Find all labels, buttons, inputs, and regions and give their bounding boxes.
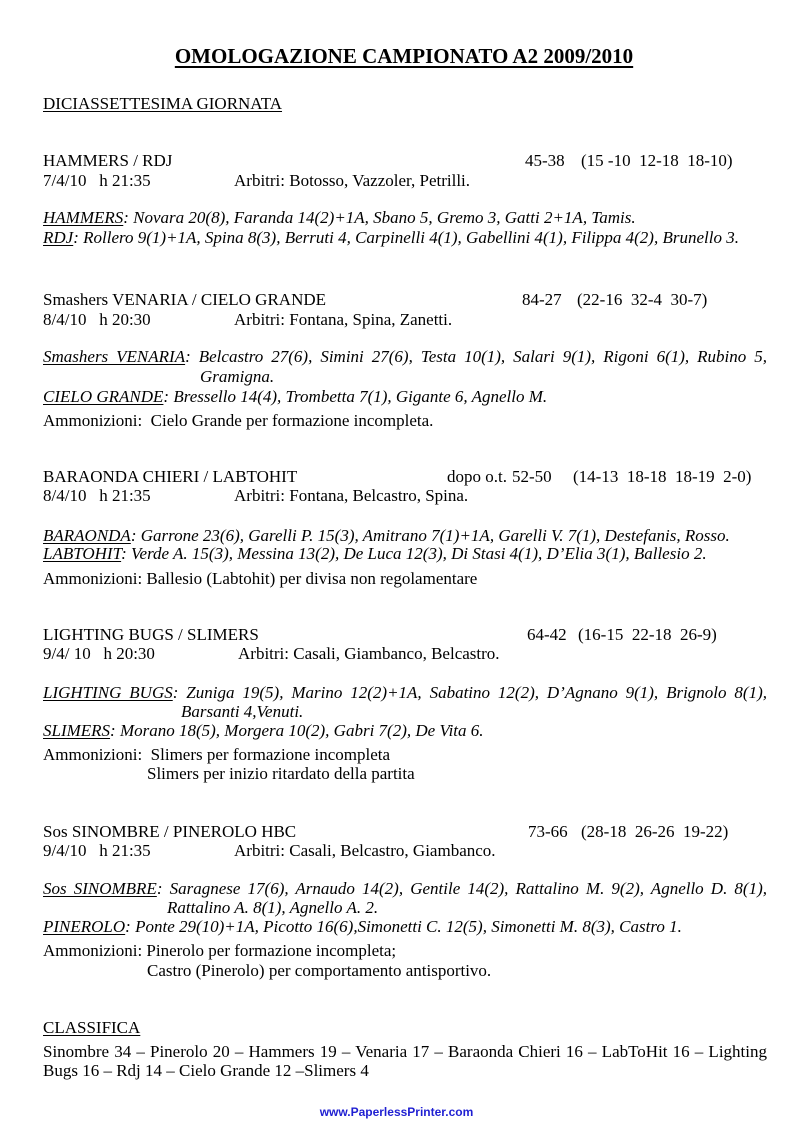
match-datetime: 9/4/10 h 21:35: [43, 841, 151, 860]
match-datetime: 8/4/10 h 20:30: [43, 310, 151, 329]
round-heading: DICIASSETTESIMA GIORNATA: [43, 94, 283, 113]
scorers-list: : Rollero 9(1)+1A, Spina 8(3), Berruti 4, Carpinelli 4(1), Gabellini 4(1), Filippa 4(2), Brunello 3.: [73, 228, 739, 247]
final-score: 45-38: [525, 151, 565, 170]
scorers-line: [43, 683, 767, 703]
final-score: 84-27: [522, 290, 562, 309]
scorers-line: [43, 347, 767, 367]
warnings-label: Ammonizioni:: [43, 569, 143, 588]
scorers-line: [43, 526, 730, 546]
team-name: Sos SINOMBRE: [43, 879, 157, 898]
warning-item: Ballesio (Labtohit) per divisa non regolamentare: [146, 569, 478, 588]
standings-heading: CLASSIFICA: [43, 1018, 141, 1037]
warning-item: Castro (Pinerolo) per comportamento antisportivo.: [147, 961, 492, 980]
scorers-list: : Bressello 14(4), Trombetta 7(1), Gigante 6, Agnello M.: [163, 387, 548, 406]
footer-link[interactable]: www.PaperlessPrinter.com: [319, 1105, 474, 1119]
team-name: SLIMERS: [43, 721, 111, 740]
warning-item: Pinerolo per formazione incompleta;: [146, 941, 397, 960]
scorers-list: : Morano 18(5), Morgera 10(2), Gabri 7(2), De Vita 6.: [110, 721, 484, 740]
warning-item: Cielo Grande per formazione incompleta.: [150, 411, 434, 430]
final-score: 52-50: [512, 467, 552, 486]
scorers-list: : Garrone 23(6), Garelli P. 15(3), Amitrano 7(1)+1A, Garelli V. 7(1), Destefanis, Rosso.: [130, 526, 730, 545]
referees: Arbitri: Botosso, Vazzoler, Petrilli.: [234, 171, 471, 190]
scorers-list: : Ponte 29(10)+1A, Picotto 16(6),Simonetti C. 12(5), Simonetti M. 8(3), Castro 1.: [125, 917, 682, 936]
final-score: 64-42: [527, 625, 567, 644]
warnings-label: Ammonizioni:: [43, 941, 143, 960]
scorers-line: [43, 879, 767, 899]
standings-line: Sinombre 34 – Pinerolo 20 – Hammers 19 – Venaria 17 – Baraonda Chieri 16 – LabToHit 16 – Lighting: [43, 1042, 767, 1061]
scorers-list: : Novara 20(8), Faranda 14(2)+1A, Sbano 5, Gremo 3, Gatti 2+1A, Tamis.: [123, 208, 636, 227]
referees: Arbitri: Casali, Giambanco, Belcastro.: [238, 644, 500, 663]
referees: Arbitri: Casali, Belcastro, Giambanco.: [234, 841, 496, 860]
warnings-line: [43, 745, 390, 765]
scorers-line: [43, 917, 682, 937]
scorers-continuation: Gramigna.: [200, 367, 275, 386]
referees: Arbitri: Fontana, Spina, Zanetti.: [234, 310, 453, 329]
warnings-line: [43, 569, 477, 589]
period-scores: (15 -10 12-18 18-10): [581, 151, 733, 170]
match-title: BARAONDA CHIERI / LABTOHIT: [43, 467, 298, 486]
match-title: HAMMERS / RDJ: [43, 151, 173, 170]
team-name: LIGHTING BUGS: [43, 683, 173, 702]
team-name: LABTOHIT: [43, 544, 122, 563]
team-name: RDJ: [43, 228, 74, 247]
period-scores: (14-13 18-18 18-19 2-0): [573, 467, 752, 486]
team-name: BARAONDA: [43, 526, 131, 545]
match-datetime: 9/4/ 10 h 20:30: [43, 644, 155, 663]
scorers-list: : Zuniga 19(5), Marino 12(2)+1A, Sabatino 12(2), D’Agnano 9(1), Brignolo 8(1),: [172, 683, 767, 702]
period-scores: (28-18 26-26 19-22): [581, 822, 729, 841]
warnings-line: [43, 411, 433, 431]
scorers-line: [43, 208, 636, 228]
document-title: OMOLOGAZIONE CAMPIONATO A2 2009/2010: [174, 44, 634, 68]
scorers-list: : Verde A. 15(3), Messina 13(2), De Luca 12(3), Di Stasi 4(1), D’Elia 3(1), Ballesio 2.: [121, 544, 707, 563]
overtime-note: dopo o.t.: [447, 467, 507, 486]
warnings-label: Ammonizioni:: [43, 411, 143, 430]
period-scores: (22-16 32-4 30-7): [577, 290, 708, 309]
standings-line: Bugs 16 – Rdj 14 – Cielo Grande 12 –Slimers 4: [43, 1061, 369, 1080]
team-name: Smashers VENARIA: [43, 347, 186, 366]
team-name: CIELO GRANDE: [43, 387, 164, 406]
match-datetime: 7/4/10 h 21:35: [43, 171, 151, 190]
period-scores: (16-15 22-18 26-9): [578, 625, 717, 644]
scorers-list: : Saragnese 17(6), Arnaudo 14(2), Gentile 14(2), Rattalino M. 9(2), Agnello D. 8(1),: [156, 879, 767, 898]
match-datetime: 8/4/10 h 21:35: [43, 486, 151, 505]
match-title: Smashers VENARIA / CIELO GRANDE: [43, 290, 327, 309]
scorers-continuation: Barsanti 4,Venuti.: [181, 702, 304, 721]
match-title: Sos SINOMBRE / PINEROLO HBC: [43, 822, 297, 841]
warning-item: Slimers per inizio ritardato della partita: [147, 764, 415, 783]
warnings-label: Ammonizioni:: [43, 745, 143, 764]
scorers-line: [43, 387, 547, 407]
team-name: PINEROLO: [43, 917, 126, 936]
scorers-line: [43, 721, 484, 741]
scorers-line: [43, 228, 739, 248]
warnings-line: [43, 941, 396, 961]
match-title: LIGHTING BUGS / SLIMERS: [43, 625, 259, 644]
referees: Arbitri: Fontana, Belcastro, Spina.: [234, 486, 469, 505]
scorers-continuation: Rattalino A. 8(1), Agnello A. 2.: [167, 898, 379, 917]
warning-item: Slimers per formazione incompleta: [150, 745, 391, 764]
team-name: HAMMERS: [43, 208, 124, 227]
final-score: 73-66: [528, 822, 568, 841]
scorers-line: [43, 544, 707, 564]
scorers-list: : Belcastro 27(6), Simini 27(6), Testa 10(1), Salari 9(1), Rigoni 6(1), Rubino 5,: [185, 347, 767, 366]
